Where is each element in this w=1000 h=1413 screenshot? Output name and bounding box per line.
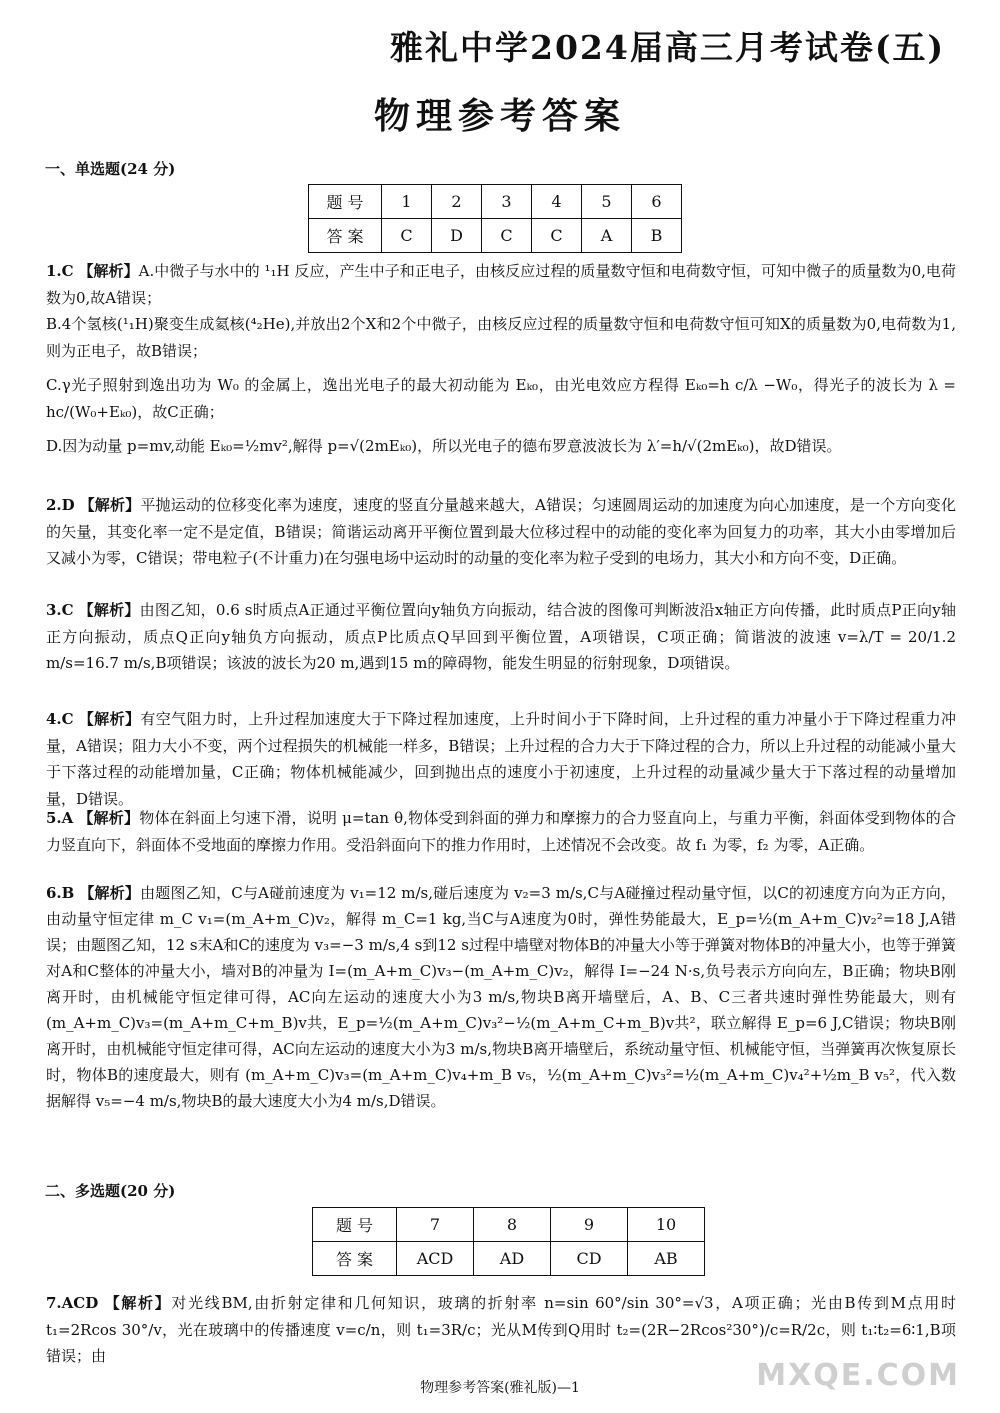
explanation-text: 物体在斜面上匀速下滑，说明 μ=tan θ,物体受到斜面的弹力和摩擦力的合力竖直向上，与重力平衡，斜面体受到物体的合力竖直向下，斜面体不受地面的摩擦力作用。受沿斜面向下的推力作用时，上述情况不会改变。故 f₁ 为零，f₂ 为零，A正确。 bbox=[46, 809, 956, 854]
table-row bbox=[309, 219, 682, 253]
question-number: 6.B bbox=[46, 884, 75, 902]
question-number: 1.C bbox=[46, 262, 74, 280]
table-cell: 4 bbox=[532, 185, 582, 219]
analysis-tag: 【解析】 bbox=[78, 601, 140, 619]
table-row bbox=[309, 185, 682, 219]
answer-explanation-3 bbox=[46, 597, 956, 677]
table-row bbox=[313, 1208, 705, 1242]
table-cell: C bbox=[382, 219, 432, 253]
explanation-text: 对光线BM,由折射定律和几何知识，玻璃的折射率 n=sin 60°/sin 30°=√3，A项正确；光由B传到M点用时 t₁=2Rcos 30°/v，光在玻璃中的传播速度 v=c/n，则 t₁=3R/c；光从M传到Q用时 t₂=(2R−2Rcos²30°)/c=R/2c，则 t₁∶t₂=6∶1,B项错误；由 bbox=[46, 1294, 956, 1365]
table-cell: 3 bbox=[482, 185, 532, 219]
analysis-tag: 【解析】 bbox=[78, 809, 140, 827]
analysis-tag: 【解析】 bbox=[79, 884, 141, 902]
explanation-text: 由题图乙知，C与A碰前速度为 v₁=12 m/s,碰后速度为 v₂=3 m/s,C与A碰撞过程动量守恒，以C的初速度方向为正方向，由动量守恒定律 m_C v₁=(m_A+m_C)v₂，解得 m_C=1 kg,当C与A速度为0时，弹性势能最大，E_p=½(m_A+m_C)v₂²=18 J,A错误；由题图乙知，12 s末A和C的速度为 v₃=−3 m/s,4 s到12 s过程中墙壁对物体B的冲量大小等于弹簧对物体B的冲量大小，也等于弹簧对A和C整体的冲量大小，墙对B的冲量为 I=(m_A+m_C)v₃−(m_A+m_C)v₂，解得 I=−24 N·s,负号表示方向向左，B正确；物块B刚离开时，由机械能守恒定律可得，AC向左运动的速度大小为3 m/s,物块B离开墙壁后，A、B、C三者共速时弹性势能最大，则有 (m_A+m_C)v₃=(m_A+m_C+m_B)v共，E_p=½(m_A+m_C)v₃²−½(m_A+m_C+m_B)v共²，联立解得 E_p=6 J,C错误；物块B刚离开时，由机械能守恒定律可得，AC向左运动的速度大小为3 m/s,物块B离开墙壁后，系统动量守恒、机械能守恒，当弹簧再次恢复原长时，物体B的速度最大，则有 (m_A+m_C)v₃=(m_A+m_C)v₄+m_B v₅，½(m_A+m_C)v₃²=½(m_A+m_C)v₄²+½m_B v₅²，代入数据解得 v₅=−4 m/s,物块B的最大速度大小为4 m/s,D错误。 bbox=[46, 884, 956, 1110]
table-cell: D bbox=[432, 219, 482, 253]
table-cell: CD bbox=[551, 1242, 628, 1276]
table-cell: C bbox=[532, 219, 582, 253]
table-cell: 题 号 bbox=[309, 185, 382, 219]
table-cell: ACD bbox=[397, 1242, 474, 1276]
explanation-text: 平抛运动的位移变化率为速度，速度的竖直分量越来越大，A错误；匀速圆周运动的加速度为向心加速度，是一个方向变化的矢量，其变化率一定不是定值，B错误；简谐运动离开平衡位置到最大位移过程中的动能的变化率为回复力的功率，其大小由零增加后又减小为零，C错误；带电粒子(不计重力)在匀强电场中运动时的动量的变化率为粒子受到的电场力，其大小和方向不变，D正确。 bbox=[46, 496, 956, 567]
exam-header-title: 雅礼中学2024届高三月考试卷(五) bbox=[390, 28, 946, 67]
table-cell: A bbox=[582, 219, 632, 253]
section-heading-single-choice: 一、单选题(24 分) bbox=[45, 160, 176, 178]
question-number: 3.C bbox=[46, 601, 74, 619]
table-cell: 题 号 bbox=[313, 1208, 397, 1242]
question-number: 7.ACD bbox=[46, 1294, 99, 1312]
table-cell: B bbox=[632, 219, 682, 253]
table-cell: 8 bbox=[474, 1208, 551, 1242]
table-cell: 2 bbox=[432, 185, 482, 219]
table-cell: 10 bbox=[628, 1208, 705, 1242]
explanation-text: A.中微子与水中的 ¹₁H 反应，产生中子和正电子，由核反应过程的质量数守恒和电荷数守恒，可知中微子的质量数为0,电荷数为0,故A错误； bbox=[46, 262, 956, 307]
table-cell: 1 bbox=[382, 185, 432, 219]
analysis-tag: 【解析】 bbox=[79, 496, 141, 514]
watermark: MXQE.COM bbox=[756, 1358, 960, 1393]
question-number: 2.D bbox=[46, 496, 75, 514]
table-cell: 7 bbox=[397, 1208, 474, 1242]
answer-explanation-4 bbox=[46, 706, 956, 812]
explanation-text: C.γ光子照射到逸出功为 W₀ 的金属上，逸出光电子的最大初动能为 Eₖ₀，由光电效应方程得 Eₖ₀=h c/λ −W₀，得光子的波长为 λ = hc/(W₀+Eₖ₀)，故C正确； bbox=[46, 376, 956, 421]
table-cell: 答 案 bbox=[309, 219, 382, 253]
answer-explanation-2 bbox=[46, 492, 956, 572]
analysis-tag: 【解析】 bbox=[104, 1294, 172, 1312]
analysis-tag: 【解析】 bbox=[78, 262, 139, 280]
document-title: 物理参考答案 bbox=[373, 95, 626, 137]
explanation-text: B.4个氢核(¹₁H)聚变生成氦核(⁴₂He),并放出2个X和2个中微子，由核反应过程的质量数守恒和电荷数守恒可知X的质量数为0,电荷数为1,则为正电子，故B错误； bbox=[46, 315, 956, 360]
table-cell: 5 bbox=[582, 185, 632, 219]
page-footer: 物理参考答案(雅礼版)—1 bbox=[420, 1380, 580, 1396]
table-cell: AB bbox=[628, 1242, 705, 1276]
answer-explanation-5 bbox=[46, 805, 956, 858]
table-cell: 6 bbox=[632, 185, 682, 219]
table-cell: 9 bbox=[551, 1208, 628, 1242]
answer-table-single-choice bbox=[308, 184, 682, 253]
section-heading-multiple-choice: 二、多选题(20 分) bbox=[45, 1182, 176, 1200]
analysis-tag: 【解析】 bbox=[78, 710, 141, 728]
explanation-text: D.因为动量 p=mv,动能 Eₖ₀=½mv²,解得 p=√(2mEₖ₀)，所以光电子的德布罗意波波长为 λ′=h/√(2mEₖ₀)，故D错误。 bbox=[46, 437, 842, 455]
table-cell: 答 案 bbox=[313, 1242, 397, 1276]
question-number: 4.C bbox=[46, 710, 74, 728]
answer-table-multiple-choice bbox=[312, 1207, 705, 1276]
question-number: 5.A bbox=[46, 809, 74, 827]
explanation-text: 由图乙知，0.6 s时质点A正通过平衡位置向y轴负方向振动，结合波的图像可判断波沿x轴正方向传播，此时质点P正向y轴正方向振动，质点Q正向y轴负方向振动，质点P比质点Q早回到平衡位置，A项错误，C项正确；简谐波的波速 v=λ/T = 20/1.2 m/s=16.7 m/s,B项错误；该波的波长为20 m,遇到15 m的障碍物，能发生明显的衍射现象，D项错误。 bbox=[46, 601, 956, 672]
explanation-text: 有空气阻力时，上升过程加速度大于下降过程加速度，上升时间小于下降时间，上升过程的重力冲量小于下降过程重力冲量，A错误；阻力大小不变，两个过程损失的机械能一样多，B错误；上升过程的合力大于下降过程的合力，所以上升过程的动能减小量大于下落过程的动能增加量，C正确；物体机械能减少，回到抛出点的速度小于初速度，上升过程的动量减少量大于下落过程的动量增加量，D错误。 bbox=[46, 710, 956, 808]
table-cell: AD bbox=[474, 1242, 551, 1276]
table-row bbox=[313, 1242, 705, 1276]
answer-explanation-1 bbox=[46, 258, 956, 460]
table-cell: C bbox=[482, 219, 532, 253]
answer-explanation-6 bbox=[46, 880, 956, 1114]
